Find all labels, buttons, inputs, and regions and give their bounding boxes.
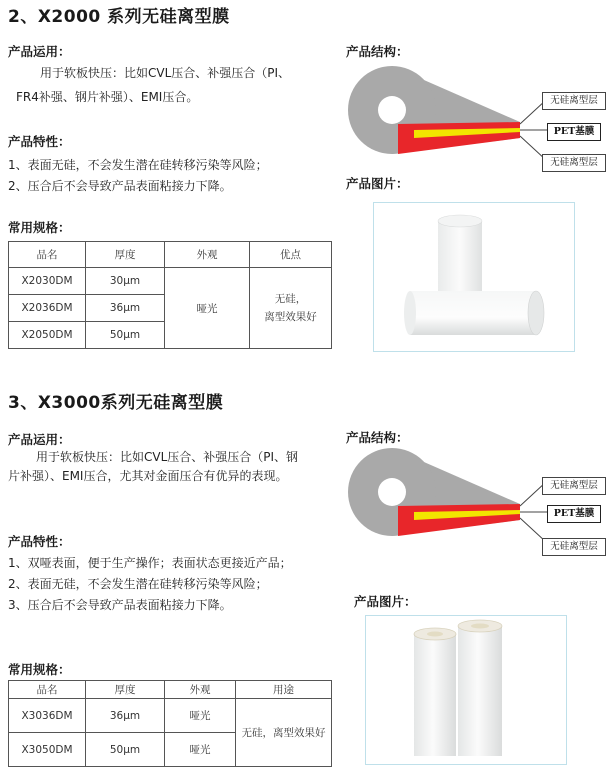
features-heading: 产品特性： <box>8 134 71 149</box>
product-photo-x2000 <box>373 202 575 352</box>
table-header: 用途 <box>236 681 332 699</box>
roll-core <box>378 478 406 506</box>
table-row <box>9 699 332 733</box>
layer-label-pet: PET基膜 <box>547 123 601 141</box>
table-cell: X3036DM <box>9 699 86 733</box>
layer-label-bottom: 无硅离型层 <box>542 154 606 172</box>
roll-core <box>378 96 406 124</box>
application-text-line2: FR4补强、钢片补强）、EMI压合。 <box>16 90 199 104</box>
table-cell: 36μm <box>86 295 165 322</box>
spec-table-x2000 <box>8 241 332 349</box>
specs-heading: 常用规格： <box>8 220 71 235</box>
features-heading: 产品特性： <box>8 534 71 549</box>
table-header: 厚度 <box>86 681 165 699</box>
table-cell: 50μm <box>86 322 165 349</box>
advantage-line1: 无硅， <box>274 293 307 305</box>
layer-label-pet: PET基膜 <box>547 505 601 523</box>
section-title-x2000: 2、X2000 系列无硅离型膜 <box>8 7 230 27</box>
product-photo-x3000 <box>365 615 567 765</box>
spec-table-x3000 <box>8 680 332 767</box>
table-cell: X2036DM <box>9 295 86 322</box>
table-row <box>9 268 332 295</box>
table-cell: X2050DM <box>9 322 86 349</box>
structure-heading: 产品结构： <box>346 430 409 445</box>
structure-heading: 产品结构： <box>346 44 409 59</box>
application-heading: 产品运用： <box>8 44 71 59</box>
application-text-line1: 用于软板快压：比如CVL压合、补强压合（PI、钢 <box>36 450 299 464</box>
table-header: 品名 <box>9 242 86 268</box>
table-cell: X2030DM <box>9 268 86 295</box>
table-cell: X3050DM <box>9 733 86 767</box>
application-text-line2: 片补强）、EMI压合，尤其对金面压合有优异的表现。 <box>8 469 288 483</box>
table-cell: 30μm <box>86 268 165 295</box>
feature-item-2: 2、表面无硅，不会发生潜在硅转移污染等风险； <box>8 577 268 591</box>
table-header: 外观 <box>165 681 236 699</box>
film-rolls-image <box>374 203 574 351</box>
layer-label-top: 无硅离型层 <box>542 92 606 110</box>
table-header: 品名 <box>9 681 86 699</box>
layer-label-bottom: 无硅离型层 <box>542 538 606 556</box>
table-cell-usage: 无硅，离型效果好 <box>236 699 332 767</box>
advantage-line2: 离型效果好 <box>264 311 317 323</box>
photo-heading: 产品图片： <box>346 176 409 191</box>
application-heading: 产品运用： <box>8 432 71 447</box>
feature-item-2: 2、压合后不会导致产品表面粘接力下降。 <box>8 179 232 193</box>
application-text-line1: 用于软板快压：比如CVL压合、补强压合（PI、 <box>40 66 291 80</box>
layer-label-top: 无硅离型层 <box>542 477 606 495</box>
table-cell: 36μm <box>86 699 165 733</box>
table-header: 优点 <box>250 242 332 268</box>
specs-heading: 常用规格： <box>8 662 71 677</box>
table-header: 外观 <box>165 242 250 268</box>
table-header: 厚度 <box>86 242 165 268</box>
table-cell: 哑光 <box>165 699 236 733</box>
layer-red <box>398 122 520 154</box>
layer-red <box>398 504 520 536</box>
table-cell-appearance: 哑光 <box>165 268 250 349</box>
section-title-x3000: 3、X3000系列无硅离型膜 <box>8 393 224 413</box>
table-cell-advantage <box>250 268 332 349</box>
feature-item-1: 1、双哑表面，便于生产操作；表面状态更接近产品； <box>8 556 292 570</box>
table-cell: 哑光 <box>165 733 236 767</box>
feature-item-1: 1、表面无硅，不会发生潜在硅转移污染等风险； <box>8 158 268 172</box>
feature-item-3: 3、压合后不会导致产品表面粘接力下降。 <box>8 598 232 612</box>
table-cell: 50μm <box>86 733 165 767</box>
film-rolls-image <box>366 616 566 764</box>
photo-heading: 产品图片： <box>354 594 417 609</box>
